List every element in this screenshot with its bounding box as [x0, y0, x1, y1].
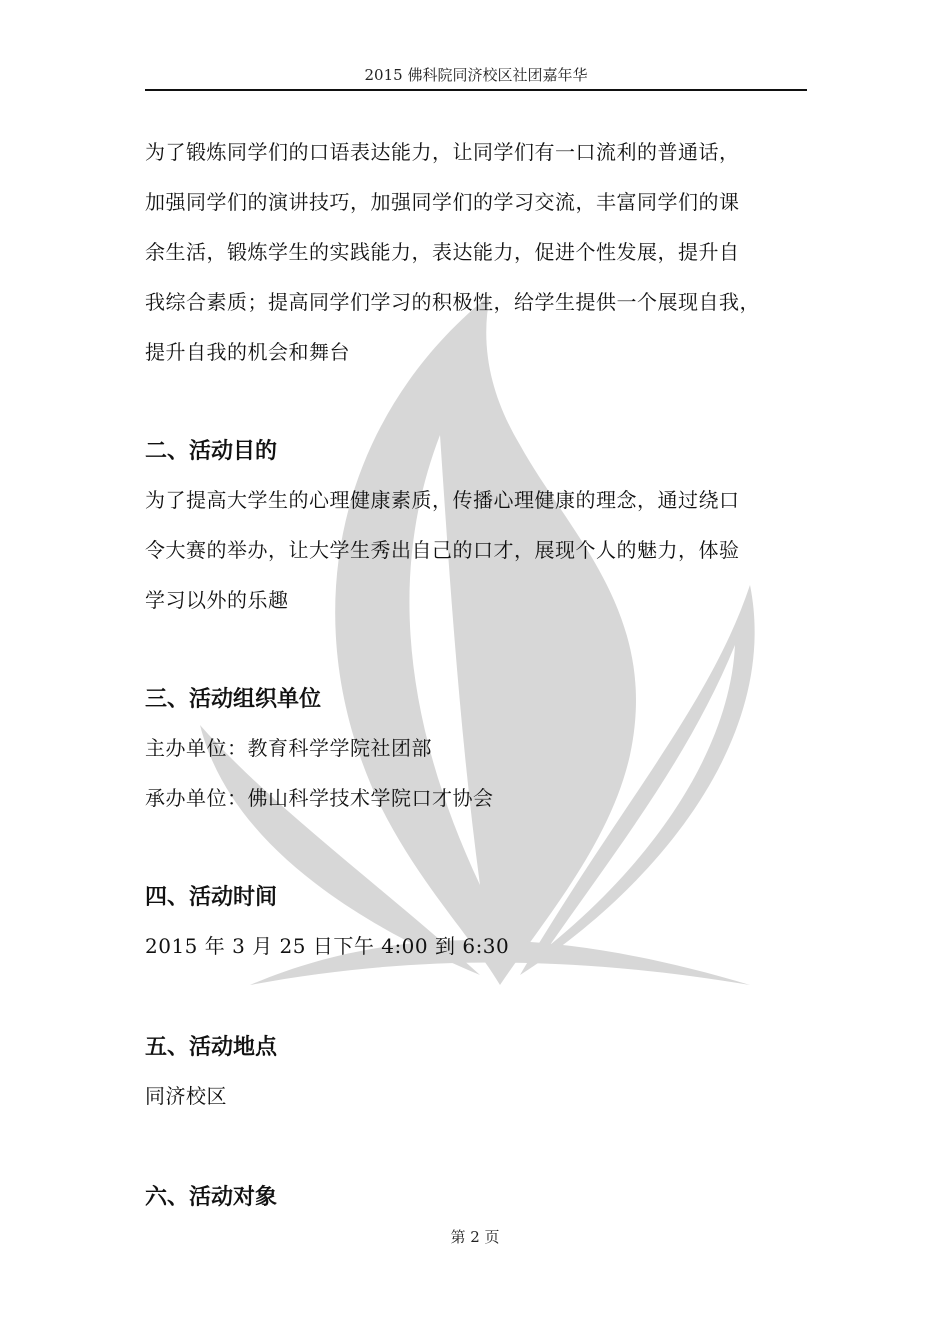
event-location: 同济校区 — [145, 1084, 227, 1108]
purpose-line: 令大赛的举办，让大学生秀出自己的口才，展现个人的魅力，体验 — [145, 538, 740, 562]
page-number: 第 2 页 — [450, 1228, 500, 1246]
event-time: 2015 年 3 月 25 日下午 4:00 到 6:30 — [145, 934, 510, 958]
intro-line: 提升自我的机会和舞台 — [145, 340, 350, 364]
section-heading-audience: 六、活动对象 — [145, 1185, 278, 1210]
header-divider — [145, 89, 807, 91]
flame-watermark-icon — [190, 285, 810, 1015]
section-heading-time: 四、活动时间 — [145, 885, 278, 910]
section-heading-purpose: 二、活动目的 — [145, 439, 278, 464]
purpose-line: 为了提高大学生的心理健康素质，传播心理健康的理念，通过绕口 — [145, 488, 740, 512]
page-header-title: 2015 佛科院同济校区社团嘉年华 — [364, 66, 588, 84]
section-heading-organizers: 三、活动组织单位 — [145, 687, 322, 712]
purpose-line: 学习以外的乐趣 — [145, 588, 289, 612]
intro-line: 为了锻炼同学们的口语表达能力，让同学们有一口流利的普通话， — [145, 140, 740, 164]
intro-line: 余生活，锻炼学生的实践能力，表达能力，促进个性发展，提升自 — [145, 240, 740, 264]
organizer-host: 主办单位：教育科学学院社团部 — [145, 736, 432, 760]
section-heading-location: 五、活动地点 — [145, 1035, 278, 1060]
intro-line: 我综合素质；提高同学们学习的积极性，给学生提供一个展现自我， — [145, 290, 760, 314]
intro-line: 加强同学们的演讲技巧，加强同学们的学习交流，丰富同学们的课 — [145, 190, 740, 214]
organizer-coorganizer: 承办单位：佛山科学技术学院口才协会 — [145, 786, 494, 810]
